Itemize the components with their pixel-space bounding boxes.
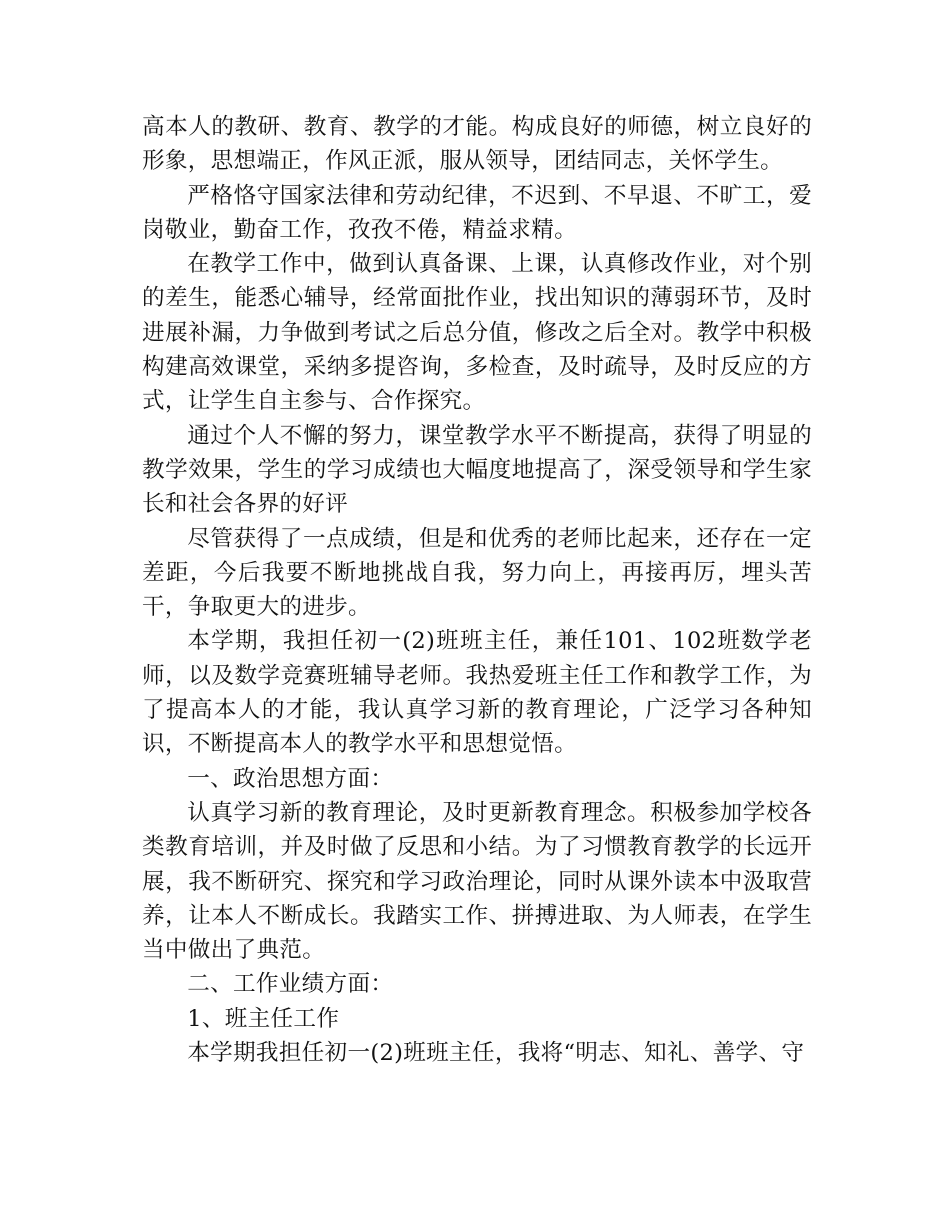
paragraph-class-teacher-intro: 本学期我担任初一(2)班班主任，我将“明志、知礼、善学、守 xyxy=(187,1040,805,1067)
section-heading-political: 一、政治思想方面： xyxy=(187,765,394,792)
paragraph-effort-results: 通过个人不懈的努力，课堂教学水平不断提高，获得了明显的教学效果，学生的学习成绩也大幅度地提高了，深受领导和学生家长和社会各界的好评 xyxy=(142,422,812,518)
paragraph-continuation: 高本人的教研、教育、教学的才能。构成良好的师德，树立良好的形象，思想端正，作风正派，服从领导，团结同志，关怀学生。 xyxy=(142,114,812,175)
document-body xyxy=(142,110,812,1070)
paragraph-semester-role: 本学期，我担任初一(2)班班主任，兼任101、102班数学老师，以及数学竞赛班辅导老师。我热爱班主任工作和教学工作，为了提高本人的才能，我认真学习新的教育理论，广泛学习各种知识，不断提高本人的教学水平和思想觉悟。 xyxy=(142,628,812,758)
section-heading-work-performance: 二、工作业绩方面： xyxy=(187,971,394,998)
subsection-heading-class-teacher: 1、班主任工作 xyxy=(187,1005,340,1032)
paragraph-discipline: 严格恪守国家法律和劳动纪律，不迟到、不早退、不旷工，爱岗敬业，勤奋工作，孜孜不倦，精益求精。 xyxy=(142,182,812,243)
paragraph-political-thought: 认真学习新的教育理论，及时更新教育理念。积极参加学校各类教育培训，并及时做了反思和小结。为了习惯教育教学的长远开展，我不断研究、探究和学习政治理论，同时从课外读本中汲取营养，让本人不断成长。我踏实工作、拼搏进取、为人师表，在学生当中做出了典范。 xyxy=(142,799,812,964)
paragraph-teaching-work: 在教学工作中，做到认真备课、上课，认真修改作业，对个别的差生，能悉心辅导，经常面批作业，找出知识的薄弱环节，及时进展补漏，力争做到考试之后总分值，修改之后全对。教学中积极构建高效课堂，采纳多提咨询，多检查，及时疏导，及时反应的方式，让学生自主参与、合作探究。 xyxy=(142,251,812,415)
paragraph-future-goals: 尽管获得了一点成绩，但是和优秀的老师比起来，还存在一定差距，今后我要不断地挑战自我，努力向上，再接再厉，埋头苦干，争取更大的进步。 xyxy=(142,525,812,621)
